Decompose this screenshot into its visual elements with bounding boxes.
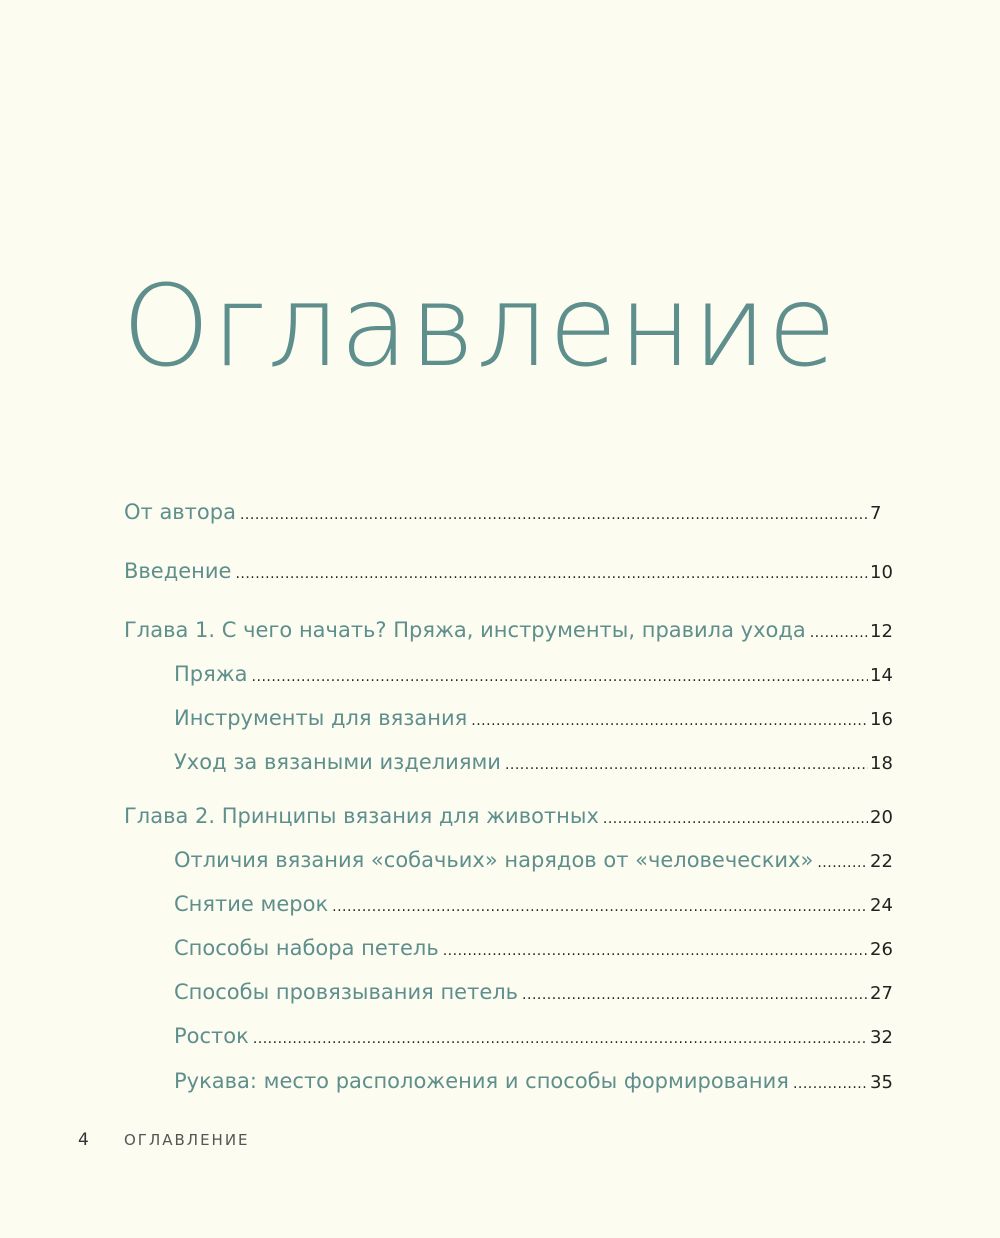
toc-entry-label: Рукава: место расположения и способы формирования: [174, 1069, 789, 1093]
toc-entry-label: Снятие мерок: [174, 892, 329, 916]
toc-leader-dots: [817, 848, 868, 878]
toc-entry-label: Способы провязывания петель: [174, 980, 519, 1004]
toc-entry-label: Инструменты для вязания: [174, 706, 468, 730]
toc-entry-sleeves[interactable]: [174, 1066, 893, 1096]
toc-entry-label: Введение: [124, 559, 232, 583]
toc-entry-page: 10: [870, 562, 893, 583]
toc-entry-label: Росток: [174, 1024, 249, 1048]
toc-entry-measurements[interactable]: [174, 889, 893, 919]
toc-entry-label: Отличия вязания «собачьих» нарядов от «человеческих»: [174, 848, 814, 872]
toc-entry-page: 24: [870, 895, 893, 916]
toc-leader-dots: [332, 892, 868, 922]
toc-entry-page: 22: [870, 851, 893, 872]
toc-entry-introduction[interactable]: [124, 556, 893, 586]
toc-entry-page: 14: [870, 665, 893, 686]
toc-leader-dots: [443, 936, 868, 966]
toc-leader-dots: [471, 706, 868, 736]
toc-entry-from-author[interactable]: [124, 497, 880, 527]
toc-entry-label: Пряжа: [174, 662, 248, 686]
footer-section-title: ОГЛАВЛЕНИЕ: [124, 1131, 250, 1149]
toc-entry-knitting-stitches[interactable]: [174, 977, 893, 1007]
toc-entry-chapter-1[interactable]: [124, 615, 893, 645]
toc-entry-page: 7: [870, 503, 882, 524]
page-footer: [78, 1128, 250, 1152]
toc-leader-dots: [253, 1024, 868, 1054]
toc-entry-tools[interactable]: [174, 703, 893, 733]
toc-leader-dots: [603, 804, 868, 834]
toc-entry-growth[interactable]: [174, 1021, 893, 1051]
toc-entry-page: 27: [870, 983, 893, 1004]
toc-leader-dots: [793, 1069, 868, 1099]
toc-entry-label: От автора: [124, 500, 236, 524]
toc-leader-dots: [235, 559, 868, 589]
toc-entry-page: 32: [870, 1027, 893, 1048]
toc-entry-chapter-2[interactable]: [124, 801, 893, 831]
page-title: Оглавление: [122, 262, 838, 392]
toc-leader-dots: [240, 500, 868, 530]
toc-entry-page: 35: [870, 1072, 893, 1093]
toc-entry-label: Способы набора петель: [174, 936, 439, 960]
toc-entry-yarn[interactable]: [174, 659, 893, 689]
toc-entry-label: Уход за вязаными изделиями: [174, 750, 501, 774]
toc-entry-page: 26: [870, 939, 893, 960]
toc-entry-cast-on[interactable]: [174, 933, 893, 963]
toc-leader-dots: [522, 980, 868, 1010]
toc-entry-page: 16: [870, 709, 893, 730]
toc-leader-dots: [505, 750, 868, 780]
toc-entry-care[interactable]: [174, 747, 893, 777]
toc-entry-differences[interactable]: [174, 845, 893, 875]
toc-entry-label: Глава 1. С чего начать? Пряжа, инструменты, правила ухода: [124, 618, 806, 642]
toc-leader-dots: [810, 618, 868, 648]
toc-entry-page: 18: [870, 753, 893, 774]
toc-entry-page: 20: [870, 807, 893, 828]
toc-leader-dots: [252, 662, 868, 692]
toc-entry-page: 12: [870, 621, 893, 642]
toc-entry-label: Глава 2. Принципы вязания для животных: [124, 804, 599, 828]
footer-page-number: 4: [78, 1130, 89, 1150]
